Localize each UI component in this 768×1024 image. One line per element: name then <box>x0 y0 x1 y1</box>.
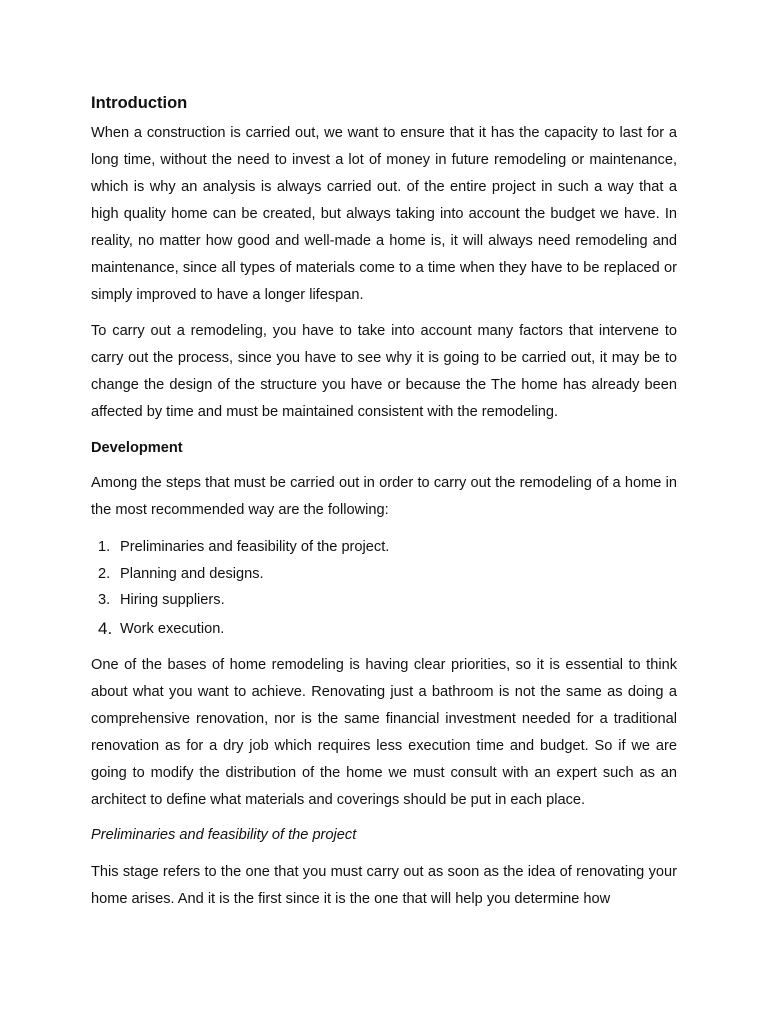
preliminaries-subheading: Preliminaries and feasibility of the project <box>91 827 357 843</box>
list-item-number: 1. <box>98 539 111 555</box>
list-item <box>91 561 677 588</box>
intro-paragraph-1: When a construction is carried out, we want to ensure that it has the capacity to last for a long time, without the need to invest a lot of money in future remodeling or maintenance, which is why an analysis is always carried out. of the entire project in such a way that a high quality home can be created, but always taking into account the budget we have. In reality, no matter how good and well-made a home is, it will always need remodeling and maintenance, since all types of materials come to a time when they have to be replaced or simply improved to have a longer lifespan. <box>91 125 677 303</box>
list-item <box>91 616 677 643</box>
introduction-heading: Introduction <box>91 94 188 112</box>
intro-paragraph-2: To carry out a remodeling, you have to take into account many factors that intervene to carry out the process, since you have to see why it is going to be carried out, it may be to change the design of the structure you have or because the The home has already been affected by time and must be maintained consistent with the remodeling. <box>91 323 677 420</box>
development-paragraph: Among the steps that must be carried out in order to carry out the remodeling of a home in the most recommended way are the following: <box>91 475 677 518</box>
list-item-number: 4. <box>98 618 113 638</box>
list-item-text: Work execution. <box>120 620 225 637</box>
list-item <box>91 534 677 561</box>
list-item-number: 3. <box>98 592 111 608</box>
steps-list <box>91 534 677 642</box>
list-item-text: Hiring suppliers. <box>120 592 225 608</box>
priorities-paragraph: One of the bases of home remodeling is having clear priorities, so it is essential to think about what you want to achieve. Renovating just a bathroom is not the same as doing a comprehensive renovation, nor is the same financial investment needed for a traditional renovation as for a dry job which requires less execution time and budget. So if we are going to modify the distribution of the home we must consult with an expert such as an architect to define what materials and coverings should be put in each place. <box>91 657 677 808</box>
document-page <box>91 92 677 913</box>
list-item-number: 2. <box>98 565 111 582</box>
list-item-text: Planning and designs. <box>120 565 264 582</box>
development-heading: Development <box>91 440 183 456</box>
list-item <box>91 587 677 614</box>
list-item-text: Preliminaries and feasibility of the project. <box>120 539 390 555</box>
stage-paragraph: This stage refers to the one that you must carry out as soon as the idea of renovating your home arises. And it is the first since it is the one that will help you determine how <box>91 864 677 907</box>
